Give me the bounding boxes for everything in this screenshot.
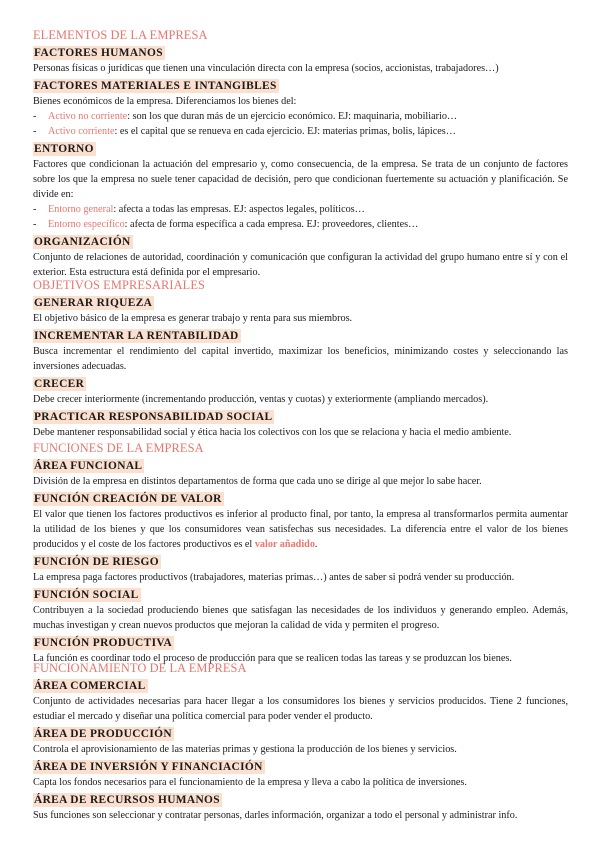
paragraph: Factores que condicionan la actuación del empresario y, como consecuencia, de la empresa. Se trata de un conjunto de factores sobre los que la empresa no suele tener capacidad de decisión, pero que condicionan fuertemente su actuación y planificación. Se divide en:: [33, 159, 568, 200]
subheading: CRECER: [34, 378, 85, 390]
subheading: FACTORES MATERIALES E INTANGIBLES: [34, 80, 277, 92]
paragraph: Debe mantener responsabilidad social y ética hacia los colectivos con los que se relaciona y hacia el medio ambiente.: [33, 427, 512, 438]
bullet-dash: -: [33, 219, 37, 230]
term: Activo corriente: [48, 126, 115, 137]
paragraph: El objetivo básico de la empresa es generar trabajo y renta para sus miembros.: [33, 313, 353, 324]
subheading: INCREMENTAR LA RENTABILIDAD: [34, 330, 239, 342]
section-title: FUNCIONES DE LA EMPRESA: [33, 441, 204, 455]
subheading: ÁREA DE RECURSOS HUMANOS: [34, 794, 220, 806]
list-text: : son los que duran más de un ejercicio económico. EJ: maquinaria, mobiliario…: [127, 111, 458, 122]
bullet-dash: -: [33, 111, 37, 122]
highlight-term: valor añadido: [254, 539, 315, 550]
subheading: ÁREA DE INVERSIÓN Y FINANCIACIÓN: [34, 761, 263, 773]
subheading: ÁREA DE PRODUCCIÓN: [34, 728, 172, 740]
term: Entorno general: [48, 204, 114, 215]
subheading: ÁREA COMERCIAL: [34, 680, 146, 692]
subheading: GENERAR RIQUEZA: [34, 297, 153, 309]
subheading: ENTORNO: [34, 143, 94, 155]
paragraph: Sus funciones son seleccionar y contratar personas, darles información, organizar a todo el personal y administrar info.: [33, 810, 518, 821]
subheading: PRACTICAR RESPONSABILIDAD SOCIAL: [34, 411, 273, 423]
paragraph-text: El valor que tienen los factores productivos es inferior al producto final, por tanto, la empresa al transformarlos permita aumentar la utilidad de los bienes y que los consumidores vean satisfechas sus necesidades. La diferencia entre el valor de los bienes producidos y el coste de los factores productivos es el: [33, 509, 568, 550]
paragraph: Conjunto de relaciones de autoridad, coordinación y comunicación que configuran la actividad del grupo humano entre sí y con el exterior. Esta estructura está definida por el empresario.: [33, 252, 568, 278]
paragraph: Conjunto de actividades necesarias para hacer llegar a los consumidores los bienes y servicios producidos. Tiene 2 funciones, estudiar el mercado y diseñar una política comercial para poder vender el producto.: [33, 696, 568, 722]
section-funciones: [33, 440, 568, 666]
bullet-dash: -: [33, 126, 37, 137]
paragraph: Busca incrementar el rendimiento del capital invertido, maximizar los beneficios, minimizando costes y seleccionando las inversiones adecuadas.: [33, 346, 568, 372]
section-elementos: [33, 27, 568, 280]
paragraph: Contribuyen a la sociedad produciendo bienes que satisfagan las necesidades de los individuos y generando empleo. Además, muchas investigan y crean nuevos productos que mejoran la calidad de vida y permiten el progreso.: [33, 605, 568, 631]
paragraph: [33, 507, 568, 552]
paragraph: Controla el aprovisionamiento de las materias primas y gestiona la producción de los bienes y servicios.: [33, 744, 457, 755]
section-funcionamiento: [33, 660, 568, 823]
term: Activo no corriente: [48, 111, 128, 122]
subheading: FACTORES HUMANOS: [34, 47, 163, 59]
list-item: [33, 124, 568, 139]
paragraph: La empresa paga factores productivos (trabajadores, materias primas…) antes de saber si podrá vender su producción.: [33, 572, 515, 583]
section-title: OBJETIVOS EMPRESARIALES: [33, 278, 205, 292]
list-item: [33, 109, 568, 124]
paragraph: La función es coordinar todo el proceso de producción para que se realicen todas las tareas y se produzcan los bienes.: [33, 653, 512, 664]
term: Entorno específico: [48, 219, 125, 230]
subheading: ORGANIZACIÓN: [34, 236, 131, 248]
list-text: : afecta a todas las empresas. EJ: aspectos legales, políticos…: [113, 204, 365, 215]
list-text: : es el capital que se renueva en cada ejercicio. EJ: materias primas, bolis, lápices…: [114, 126, 456, 137]
subheading: ÁREA FUNCIONAL: [34, 460, 143, 472]
subheading: FUNCIÓN DE RIESGO: [34, 556, 159, 568]
subheading: FUNCIÓN PRODUCTIVA: [34, 637, 173, 649]
paragraph: Debe crecer interiormente (incrementando producción, ventas y cuotas) y exteriormente (ampliando mercados).: [33, 394, 489, 405]
subheading: FUNCIÓN CREACIÓN DE VALOR: [34, 493, 222, 505]
paragraph: Bienes económicos de la empresa. Diferenciamos los bienes del:: [33, 96, 297, 107]
subheading: FUNCIÓN SOCIAL: [34, 589, 139, 601]
paragraph: División de la empresa en distintos departamentos de forma que cada uno se dirige al que mejor lo sabe hacer.: [33, 476, 482, 487]
paragraph: Capta los fondos necesarios para el funcionamiento de la empresa y lleva a cabo la política de inversiones.: [33, 777, 467, 788]
list-text: : afecta de forma específica a cada empresa. EJ: proveedores, clientes…: [124, 219, 419, 230]
list-item: [33, 217, 568, 232]
list-item: [33, 202, 568, 217]
section-title: ELEMENTOS DE LA EMPRESA: [33, 28, 208, 42]
paragraph-end: .: [314, 539, 318, 550]
paragraph: Personas físicas o jurídicas que tienen una vinculación directa con la empresa (socios, accionistas, trabajadores…): [33, 63, 499, 74]
section-objetivos: [33, 277, 568, 440]
bullet-dash: -: [33, 204, 37, 215]
section-title: FUNCIONAMIENTO DE LA EMPRESA: [33, 661, 247, 675]
